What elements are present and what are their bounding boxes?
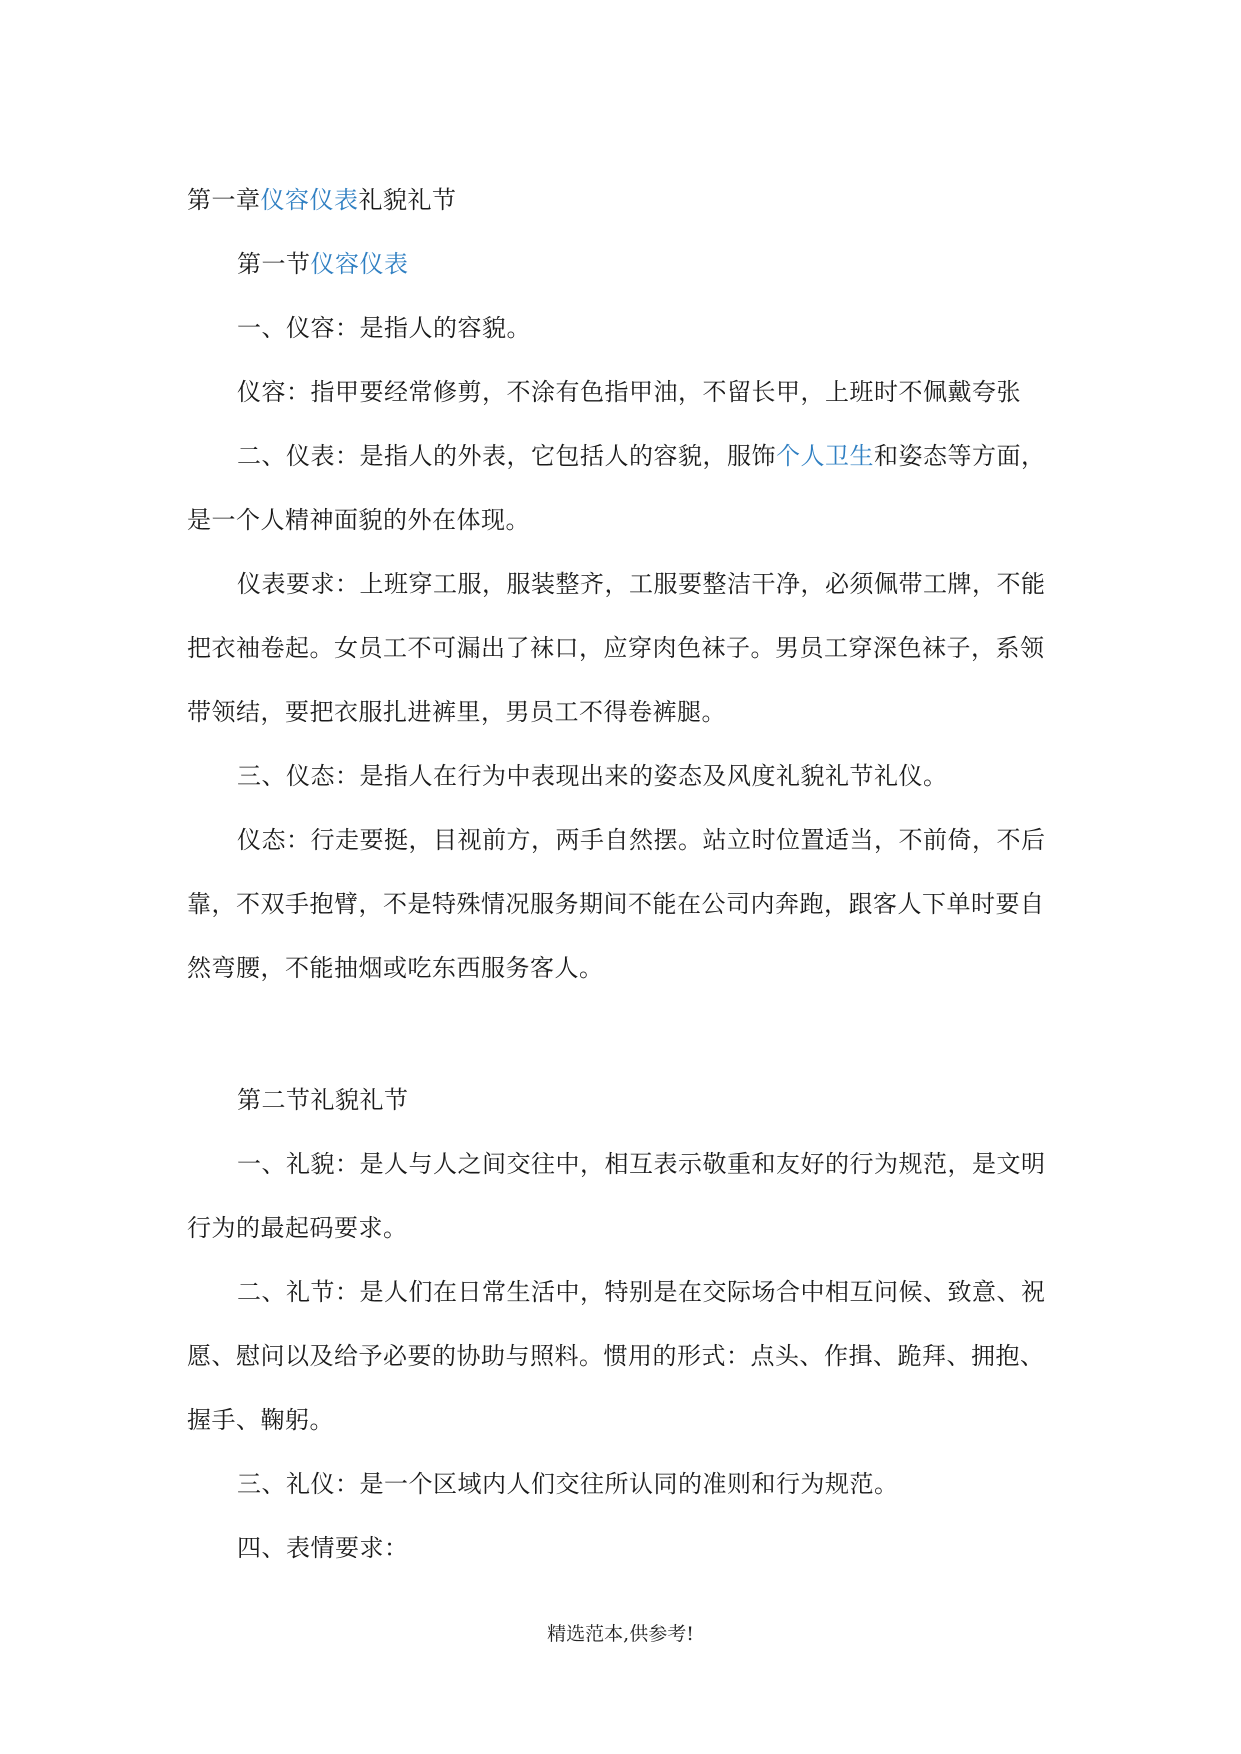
paragraph-line: 仪表要求：上班穿工服，服装整齐，工服要整洁干净，必须佩带工牌，不能	[237, 570, 1046, 598]
paragraph-line: 一、礼貌：是人与人之间交往中，相互表示敬重和友好的行为规范，是文明	[237, 1150, 1046, 1178]
paragraph-line	[237, 440, 1137, 472]
paragraph-line: 三、礼仪：是一个区域内人们交往所认同的准则和行为规范。	[237, 1470, 899, 1498]
chapter-title	[187, 184, 1087, 216]
chapter-suffix: 礼貌礼节	[358, 186, 457, 214]
paragraph-line: 然弯腰，不能抽烟或吃东西服务客人。	[187, 954, 604, 982]
section-title-2: 第二节礼貌礼节	[237, 1086, 409, 1114]
paragraph-line: 带领结，要把衣服扎进裤里，男员工不得卷裤腿。	[187, 698, 726, 726]
paragraph-line: 靠，不双手抱臂，不是特殊情况服务期间不能在公司内奔跑，跟客人下单时要自	[187, 890, 1045, 918]
paragraph-line: 握手、鞠躬。	[187, 1406, 334, 1434]
paragraph-line: 四、表情要求：	[237, 1534, 409, 1562]
paragraph-line: 行为的最起码要求。	[187, 1214, 408, 1242]
chapter-prefix: 第一章	[187, 186, 261, 214]
personal-hygiene-link[interactable]: 个人卫生	[776, 442, 874, 470]
paragraph-line: 把衣袖卷起。女员工不可漏出了袜口，应穿肉色袜子。男员工穿深色袜子，系领	[187, 634, 1045, 662]
paragraph-line: 是一个人精神面貌的外在体现。	[187, 506, 530, 534]
page-footer: 精选范本,供参考!	[547, 1623, 694, 1645]
text-span: 二、仪表：是指人的外表，它包括人的容貌，服饰	[237, 442, 776, 470]
section-title-1	[237, 248, 1137, 280]
chapter-link[interactable]: 仪容仪表	[260, 186, 359, 214]
paragraph-line: 三、仪态：是指人在行为中表现出来的姿态及风度礼貌礼节礼仪。	[237, 762, 948, 790]
paragraph-line: 二、礼节：是人们在日常生活中，特别是在交际场合中相互问候、致意、祝	[237, 1278, 1046, 1306]
paragraph-line: 仪态：行走要挺，目视前方，两手自然摆。站立时位置适当，不前倚，不后	[237, 826, 1046, 854]
section1-link[interactable]: 仪容仪表	[310, 250, 409, 278]
section1-prefix: 第一节	[237, 250, 311, 278]
paragraph-line: 愿、慰问以及给予必要的协助与照料。惯用的形式：点头、作揖、跪拜、拥抱、	[187, 1342, 1045, 1370]
paragraph-line: 仪容：指甲要经常修剪，不涂有色指甲油，不留长甲，上班时不佩戴夸张	[237, 378, 1021, 406]
text-span: 和姿态等方面，	[874, 442, 1046, 470]
paragraph-line: 一、仪容：是指人的容貌。	[237, 314, 531, 342]
